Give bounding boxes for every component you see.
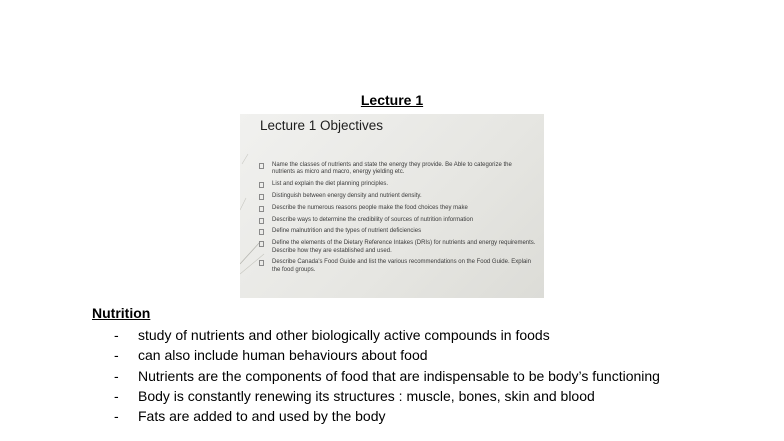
bullet-dash: -	[114, 367, 119, 384]
note-text: can also include human behaviours about food	[138, 347, 428, 364]
objective-item: List and explain the diet planning principles.	[258, 181, 536, 188]
note-item	[92, 366, 712, 386]
section-heading: Nutrition	[92, 305, 151, 321]
note-item	[92, 386, 712, 406]
objective-item: Define the elements of the Dietary Reference Intakes (DRIs) for nutrients and energy requirements. Describe how they are established and used.	[258, 240, 536, 255]
objectives-list	[258, 162, 536, 279]
bullet-dash: -	[114, 347, 119, 364]
slide-image	[240, 114, 544, 298]
objective-item: Name the classes of nutrients and state the energy they provide. Be Able to categorize the nutrients as micro and macro, energy yielding etc.	[258, 162, 536, 177]
objective-item: Describe Canada's Food Guide and list the various recommendations on the Food Guide. Explain the food groups.	[258, 259, 536, 274]
note-item	[92, 406, 712, 426]
bullet-dash: -	[114, 387, 119, 404]
bullet-dash: -	[114, 327, 119, 343]
notes-list	[92, 325, 712, 426]
note-text: Fats are added to and used by the body	[138, 408, 386, 425]
page-title: Lecture 1	[360, 92, 424, 108]
note-item	[92, 345, 712, 365]
note-item	[92, 325, 712, 345]
objective-item: Describe ways to determine the credibility of sources of nutrition information	[258, 217, 536, 224]
objective-item: Describe the numerous reasons people make the food choices they make	[258, 205, 536, 212]
note-text: Body is constantly renewing its structures : muscle, bones, skin and blood	[138, 387, 595, 404]
bullet-dash: -	[114, 408, 119, 425]
note-text: Nutrients are the components of food that are indispensable to be body’s functioning	[138, 367, 660, 384]
objective-item: Distinguish between energy density and nutrient density.	[258, 193, 536, 200]
objective-item: Define malnutrition and the types of nutrient deficiencies	[258, 228, 536, 235]
slide-title: Lecture 1 Objectives	[260, 118, 384, 133]
note-text: study of nutrients and other biologically active compounds in foods	[138, 327, 550, 343]
